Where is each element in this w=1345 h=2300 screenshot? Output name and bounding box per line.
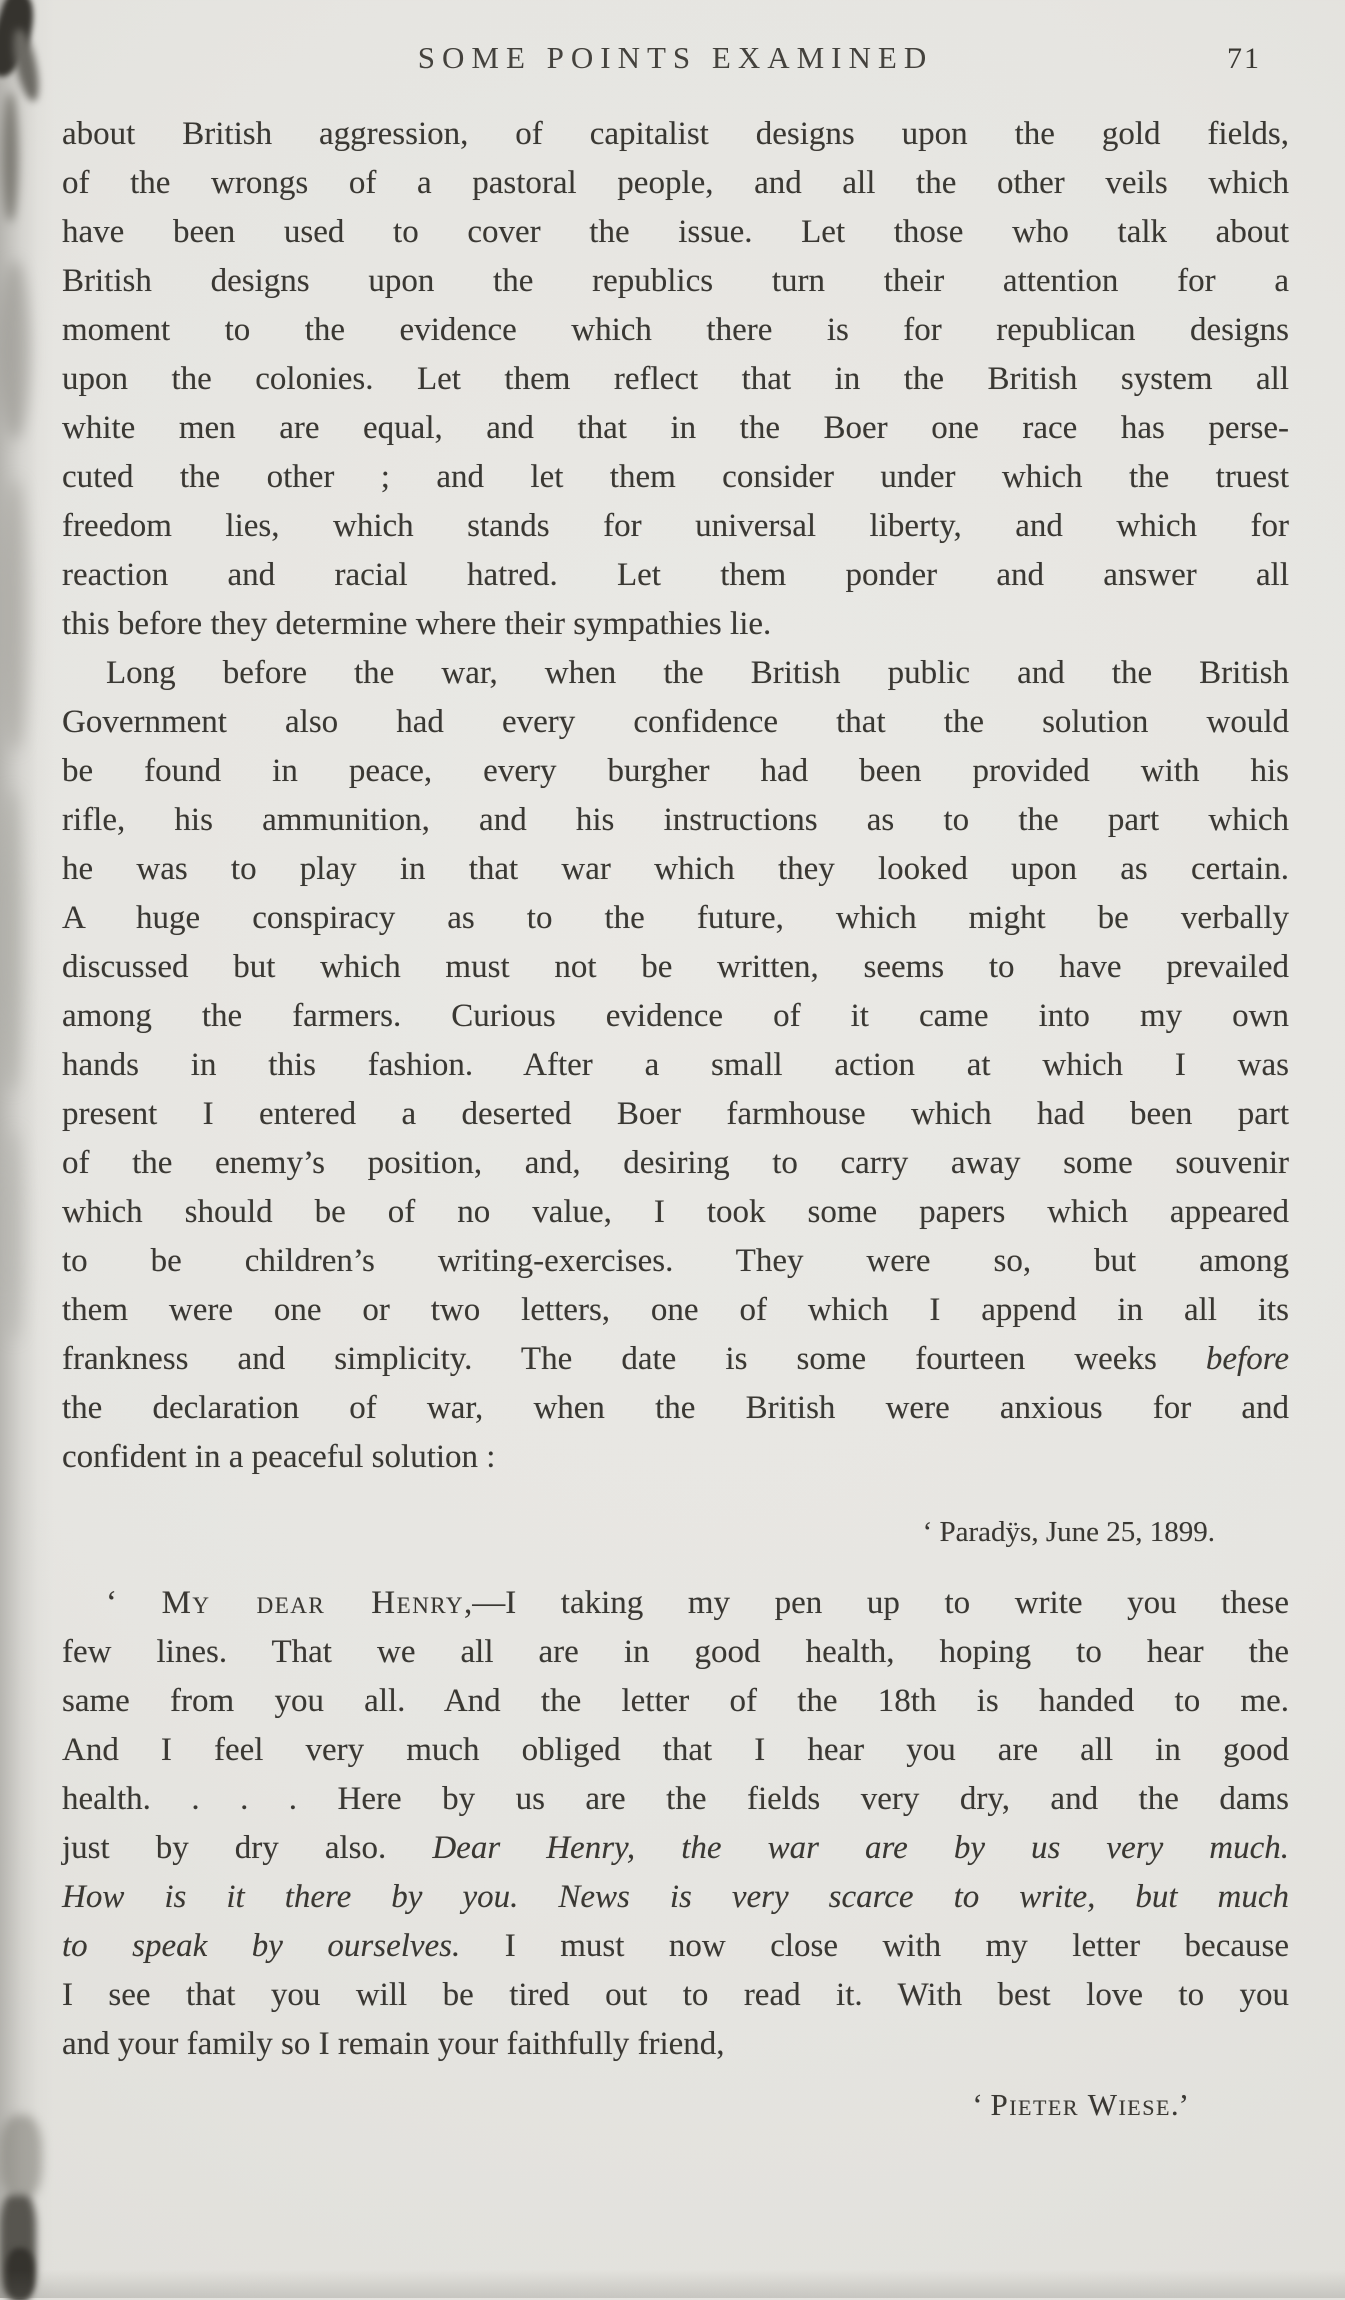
text-segment: to speak by ourselves. [62,1928,461,1964]
text-line [62,404,1289,453]
text-line [62,992,1289,1041]
text-line [62,1433,1289,1482]
text-segment: frankness and simplicity. The date is some fourteen weeks [62,1341,1206,1377]
text-line [62,355,1289,404]
text-segment: I see that you will be tired out to read it. With best love to you [62,1977,1289,2013]
text-segment: hands in this fashion. After a small action at which I was [62,1047,1289,1083]
text-segment: How is it there by you. News is very scarce to write, but much [62,1879,1289,1915]
text-segment: British designs upon the republics turn their attention for a [62,263,1289,299]
paragraph-1 [62,110,1289,649]
text-segment: white men are equal, and that in the Boer one race has perse- [62,410,1289,446]
text-line [62,551,1289,600]
text-segment: them were one or two letters, one of which I append in all its [62,1292,1289,1328]
text-segment: Long before the war, when the British public and the British [106,655,1289,691]
text-segment: freedom lies, which stands for universal liberty, and which for [62,508,1289,544]
scan-artifact-corner-top-left [9,27,44,104]
text-segment: Government also had every confidence that the solution would [62,704,1289,740]
text-segment: present I entered a deserted Boer farmhouse which had been part [62,1096,1289,1132]
letter-body [62,1579,1289,2069]
text-segment: And I feel very much obliged that I hear you are all in good [62,1732,1289,1768]
text-line [62,1384,1289,1433]
text-line [62,159,1289,208]
text-segment: and your family so I remain your faithfully friend, [62,2026,725,2062]
text-segment: discussed but which must not be written, seems to have prevailed [62,949,1289,985]
text-segment: just by dry also. [62,1830,433,1866]
text-segment: Pieter Wiese [990,2087,1171,2122]
scan-artifact-corner-bottom-left [0,2115,42,2200]
text-segment: My dear Henry [161,1585,464,1621]
text-line [62,1677,1289,1726]
text-line [62,1579,1289,1628]
text-line [62,1726,1289,1775]
page-content [62,40,1289,2123]
text-segment: to be children’s writing-exercises. They were so, but among [62,1243,1289,1279]
text-line [62,257,1289,306]
text-segment: be found in peace, every burgher had been provided with his [62,753,1289,789]
text-segment: ,—I taking my pen up to write you these [463,1585,1289,1621]
scan-artifact-corner-bottom-left [6,2248,34,2300]
text-segment: health. . . . Here by us are the fields very dry, and the dams [62,1781,1289,1817]
text-line [62,1873,1289,1922]
scan-artifact-corner-top-left [2,92,18,222]
text-line [62,453,1289,502]
text-segment: upon the colonies. Let them reflect that in the British system all [62,361,1289,397]
letter-signature [62,2087,1289,2123]
text-segment: before [1205,1341,1289,1377]
text-line [62,747,1289,796]
text-line [62,2020,1289,2069]
scan-smudge [0,260,30,440]
text-segment: .’ [1170,2087,1189,2122]
text-line [62,698,1289,747]
text-segment: he was to play in that war which they looked upon as certain. [62,851,1289,887]
page-number: 71 [1227,42,1261,75]
text-segment: moment to the evidence which there is for republican designs [62,312,1289,348]
text-line [62,845,1289,894]
text-line [62,1971,1289,2020]
text-segment: the declaration of war, when the British were anxious for and [62,1390,1289,1426]
text-line [62,110,1289,159]
text-line [62,306,1289,355]
text-segment: rifle, his ammunition, and his instructions as to the part which [62,802,1289,838]
text-segment: ‘ [972,2087,991,2122]
text-segment: few lines. That we all are in good health, hoping to hear the [62,1634,1289,1670]
text-line [62,502,1289,551]
scan-bottom-shadow [0,2270,1345,2298]
text-line [62,1775,1289,1824]
text-segment: reaction and racial hatred. Let them ponder and answer all [62,557,1289,593]
text-segment: of the wrongs of a pastoral people, and all the other veils which [62,165,1289,201]
text-segment: A huge conspiracy as to the future, which might be verbally [62,900,1289,936]
text-line [62,1286,1289,1335]
text-line [62,943,1289,992]
text-segment: same from you all. And the letter of the 18th is handed to me. [62,1683,1289,1719]
scan-artifact-corner-bottom-left [0,2195,36,2299]
text-segment: of the enemy’s position, and, desiring to carry away some souvenir [62,1145,1289,1181]
text-segment: cuted the other ; and let them consider under which the truest [62,459,1289,495]
text-line [62,1824,1289,1873]
scan-smudge [4,1130,24,1340]
scan-gutter-shadow [0,0,54,2298]
text-line [62,1041,1289,1090]
text-line [62,649,1289,698]
text-segment: Dear Henry, the war are by us very much. [432,1830,1290,1866]
paragraph-2 [62,649,1289,1482]
text-line [62,1922,1289,1971]
scan-artifact-corner-top-left [0,0,42,81]
text-line [62,1090,1289,1139]
text-segment: confident in a peaceful solution : [62,1439,496,1475]
text-segment: among the farmers. Curious evidence of it came into my own [62,998,1289,1034]
text-line [62,208,1289,257]
text-segment: I must now close with my letter because [460,1928,1289,1964]
text-segment: about British aggression, of capitalist designs upon the gold fields, [62,116,1289,152]
page-header [62,40,1289,86]
scan-smudge [0,790,24,1090]
text-line [62,796,1289,845]
letter-dateline: ‘ Paradÿs, June 25, 1899. [922,1516,1215,1548]
text-line [62,1335,1289,1384]
text-segment: ‘ [106,1585,162,1621]
text-segment: which should be of no value, I took some papers which appeared [62,1194,1289,1230]
text-segment: have been used to cover the issue. Let those who talk about [62,214,1289,250]
text-line [62,1237,1289,1286]
text-line [62,1188,1289,1237]
scan-smudge [2,480,28,750]
text-line [62,1628,1289,1677]
text-segment: this before they determine where their sympathies lie. [62,606,772,642]
text-line [62,894,1289,943]
running-title: SOME POINTS EXAMINED [417,40,934,75]
text-line [62,1139,1289,1188]
text-line [62,600,1289,649]
